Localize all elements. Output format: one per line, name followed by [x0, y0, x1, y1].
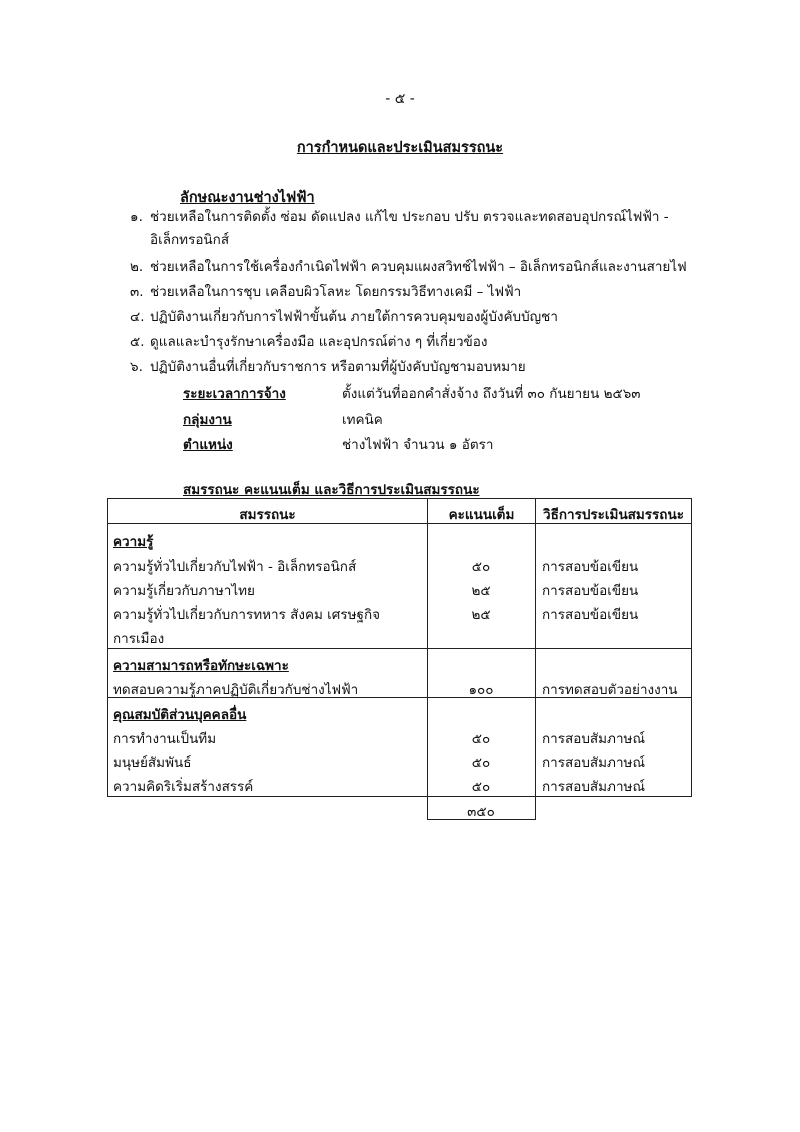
info-value-group: เทคนิค: [342, 412, 383, 428]
section-title-skills: ความสามารถหรือทักษะเฉพาะ: [113, 658, 289, 674]
table-row-method: การสอบสัมภาษณ์: [542, 755, 645, 771]
table-section-divider: [107, 648, 692, 649]
duty-number: ๒.: [130, 259, 144, 275]
table-row-method: การสอบข้อเขียน: [542, 583, 639, 599]
table-row-method: การทดสอบตัวอย่างงาน: [542, 682, 678, 698]
table-row-method: การสอบสัมภาษณ์: [542, 779, 645, 795]
duty-number: ๔.: [130, 309, 145, 325]
duty-item: [130, 206, 750, 252]
table-row-score: ๕๐: [471, 755, 491, 771]
table-row-score: ๕๐: [471, 779, 491, 795]
table-row-method: การสอบสัมภาษณ์: [542, 731, 645, 747]
table-row-score: ๒๕: [471, 583, 491, 599]
duty-text: ปฏิบัติงานเกี่ยวกับการไฟฟ้าขั้นต้น ภายใต้การควบคุมของผู้บังคับบัญชา: [150, 309, 558, 325]
duty-item: [130, 356, 750, 379]
table-header-method: วิธีการประเมินสมรรถนะ: [543, 507, 684, 523]
duty-text-cont: อิเล็กทรอนิกส์: [150, 232, 230, 248]
table-row-name: มนุษย์สัมพันธ์: [113, 755, 192, 771]
section-title-knowledge: ความรู้: [113, 534, 154, 550]
job-heading: ลักษณะงานช่างไฟฟ้า: [180, 190, 315, 206]
table-row-score: ๕๐: [471, 731, 491, 747]
table-border-top: [107, 498, 692, 499]
duty-number: ๕.: [130, 334, 145, 350]
table-row-name-cont: การเมือง: [113, 631, 165, 647]
info-value-period: ตั้งแต่วันที่ออกคำสั่งจ้าง ถึงวันที่ ๓๐ กันยายน ๒๕๖๓: [342, 386, 641, 402]
duty-text: ปฏิบัติงานอื่นที่เกี่ยวกับราชการ หรือตามที่ผู้บังคับบัญชามอบหมาย: [150, 359, 526, 375]
table-header-competency: สมรรถนะ: [239, 507, 296, 523]
table-row-score: ๕๐: [471, 559, 491, 575]
table-heading: สมรรถนะ คะแนนเต็ม และวิธีการประเมินสมรรถนะ: [183, 482, 480, 498]
table-header-score: คะแนนเต็ม: [448, 507, 515, 523]
table-row-method: การสอบข้อเขียน: [542, 559, 639, 575]
table-row-score: ๑๐๐: [468, 682, 494, 698]
section-title-personal: คุณสมบัติส่วนบุคคลอื่น: [113, 707, 247, 723]
duty-text: ช่วยเหลือในการใช้เครื่องกำเนิดไฟฟ้า ควบคุมแผงสวิทช์ไฟฟ้า – อิเล็กทรอนิกส์และงานสายไฟ: [150, 259, 687, 275]
table-row-name: การทำงานเป็นทีม: [113, 731, 217, 747]
duty-item: [130, 331, 750, 354]
table-row-method: การสอบข้อเขียน: [542, 607, 639, 623]
table-border-right: [691, 498, 692, 797]
duty-number: ๖.: [130, 359, 143, 375]
info-label-position: ตำแหน่ง: [183, 437, 233, 453]
page-title: การกำหนดและประเมินสมรรถนะ: [296, 140, 504, 156]
info-label-period: ระยะเวลาการจ้าง: [183, 386, 286, 402]
duty-number: ๓.: [130, 284, 144, 300]
info-value-position: ช่างไฟฟ้า จำนวน ๑ อัตรา: [342, 437, 494, 453]
duty-text: ดูแลและบำรุงรักษาเครื่องมือ และอุปกรณ์ต่าง ๆ ที่เกี่ยวข้อง: [150, 334, 488, 350]
duty-text: ช่วยเหลือในการชุบ เคลือบผิวโลหะ โดยกรรมวิธีทางเคมี – ไฟฟ้า: [150, 284, 522, 300]
table-row-name: ความรู้ทั่วไปเกี่ยวกับไฟฟ้า - อิเล็กทรอนิกส์: [113, 559, 357, 575]
duty-number: ๑.: [130, 209, 143, 225]
table-border-left: [107, 498, 108, 797]
table-row-name: ความรู้ทั่วไปเกี่ยวกับการทหาร สังคม เศรษฐกิจ: [113, 607, 381, 623]
page-number: - ๕ -: [385, 91, 415, 107]
duty-item: [130, 306, 750, 329]
table-row-name: ความรู้เกี่ยวกับภาษาไทย: [113, 583, 255, 599]
total-score: ๓๕๐: [467, 804, 495, 820]
duty-item: [130, 281, 750, 304]
duty-item: [130, 256, 750, 279]
table-row-name: ทดสอบความรู้ภาคปฏิบัติเกี่ยวกับช่างไฟฟ้า: [113, 682, 359, 698]
table-row-name: ความคิดริเริ่มสร้างสรรค์: [113, 779, 254, 795]
info-label-group: กลุ่มงาน: [183, 412, 232, 428]
table-column-divider: [535, 498, 536, 820]
duty-text: ช่วยเหลือในการติดตั้ง ซ่อม ดัดแปลง แก้ไข ประกอบ ปรับ ตรวจและทดสอบอุปกรณ์ไฟฟ้า -: [150, 209, 669, 225]
table-row-score: ๒๕: [471, 607, 491, 623]
